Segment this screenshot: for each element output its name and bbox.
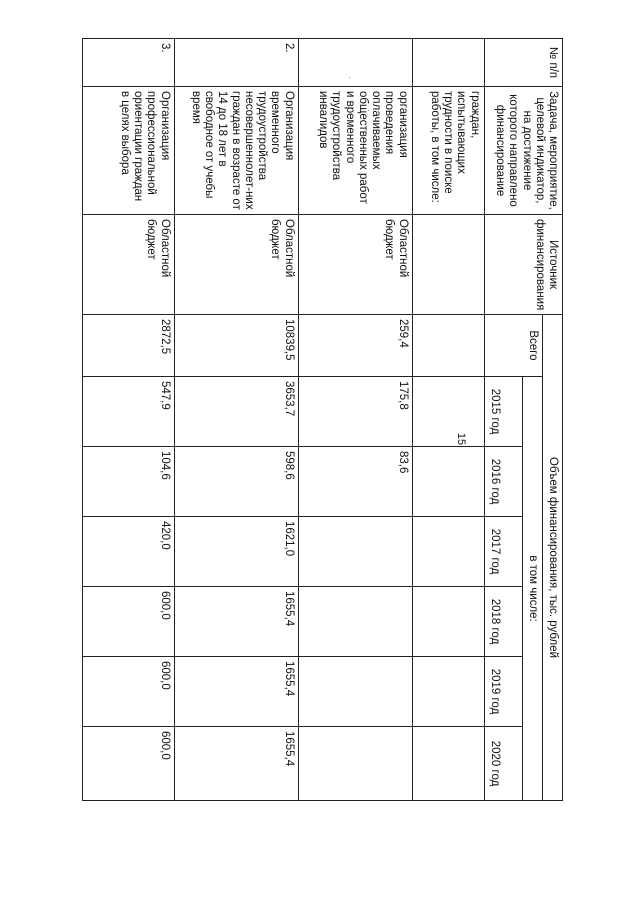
header-year-2015: 2015 год	[484, 377, 522, 447]
row-2018	[298, 587, 412, 657]
table-row	[82, 39, 174, 801]
row-2019: 600,0	[82, 657, 174, 727]
row-2015: 3653,7	[174, 377, 298, 447]
header-year-2017: 2017 год	[484, 517, 522, 587]
header-num: № п/п	[484, 39, 562, 87]
row-2020	[298, 727, 412, 801]
row-task: Организация временного трудоустройства несовершеннолет-них граждан в возрасте от 14 до 18 лет в свободное от учебы время	[174, 87, 298, 215]
header-year-2018: 2018 год	[484, 587, 522, 657]
header-funding: Объем финансирования, тыс. рублей	[542, 315, 562, 801]
header-year-2016: 2016 год	[484, 447, 522, 517]
row-2019	[412, 657, 484, 727]
row-2020: 1655,4	[174, 727, 298, 801]
row-2018: 1655,4	[174, 587, 298, 657]
row-2015	[412, 377, 484, 447]
row-total: 2872,5	[82, 315, 174, 377]
row-source: Областной бюджет	[298, 215, 412, 315]
row-2017: 1621,0	[174, 517, 298, 587]
header-year-2019: 2019 год	[484, 657, 522, 727]
row-num	[298, 39, 412, 87]
row-total: 10839,5	[174, 315, 298, 377]
funding-table	[82, 38, 563, 801]
row-task: организация проведения оплачиваемых общественных работ и временного трудоустройства инвалидов	[298, 87, 412, 215]
row-source	[412, 215, 484, 315]
row-2017: 420,0	[82, 517, 174, 587]
row-source: Областной бюджет	[82, 215, 174, 315]
header-task: Задача, мероприятие, целевой индикатор, на достижение которого направлено финансирование	[484, 87, 562, 215]
page-number: 15	[455, 432, 468, 446]
header-including: в том числе:	[522, 377, 542, 801]
row-total	[412, 315, 484, 377]
row-2015: 175,8	[298, 377, 412, 447]
row-source: Областной бюджет	[174, 215, 298, 315]
row-2017	[298, 517, 412, 587]
header-year-2020: 2020 год	[484, 727, 522, 801]
row-num: 2.	[174, 39, 298, 87]
row-2016: 104,6	[82, 447, 174, 517]
row-total: 259,4	[298, 315, 412, 377]
header-row	[542, 39, 562, 801]
row-2019: 1655,4	[174, 657, 298, 727]
row-2020	[412, 727, 484, 801]
table-row	[412, 39, 484, 801]
row-2016	[412, 447, 484, 517]
rotated-table-container	[89, 38, 563, 800]
row-2015: 547,9	[82, 377, 174, 447]
table-row	[174, 39, 298, 801]
header-total: Всего	[484, 315, 542, 377]
header-source: Источник финансирования	[484, 215, 562, 315]
row-num	[412, 39, 484, 87]
row-task: граждан, испытывающих трудности в поиске работы, в том числе:	[412, 87, 484, 215]
row-2016: 598,6	[174, 447, 298, 517]
row-2019	[298, 657, 412, 727]
table-row	[298, 39, 412, 801]
row-2017	[412, 517, 484, 587]
row-2018	[412, 587, 484, 657]
row-2018: 600,0	[82, 587, 174, 657]
row-2020: 600,0	[82, 727, 174, 801]
row-num: 3.	[82, 39, 174, 87]
row-task: Организация профессиональной ориентации граждан в целях выбора	[82, 87, 174, 215]
row-2016: 83,6	[298, 447, 412, 517]
